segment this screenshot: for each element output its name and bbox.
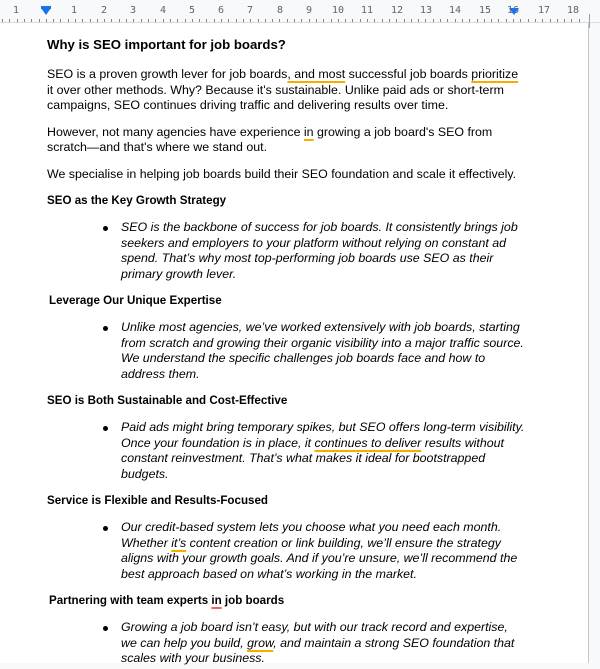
text-run: SEO is Both Sustainable and Cost-Effective — [47, 394, 288, 407]
ruler-tick — [535, 19, 536, 22]
text-run: job boards — [221, 594, 285, 607]
ruler-tick — [418, 19, 419, 22]
ruler-label: 11 — [360, 5, 374, 16]
ruler-label: 6 — [217, 5, 225, 16]
bullet-item — [47, 320, 527, 382]
ruler-tick — [177, 19, 178, 22]
ruler-tick — [221, 19, 222, 22]
left-indent-marker-icon[interactable] — [41, 8, 51, 15]
ruler-label: 2 — [100, 5, 108, 16]
ruler-tick — [104, 19, 105, 22]
horizontal-ruler[interactable] — [0, 0, 600, 23]
ruler-tick — [571, 19, 572, 22]
ruler-tick — [46, 19, 47, 22]
text-run: SEO is a proven growth lever for job boards — [47, 67, 288, 81]
ruler-tick — [542, 19, 543, 22]
grammar-suggestion: grow — [247, 635, 274, 650]
text-run: Paid ads might bring temporary spikes, but SEO offers long-term visibility. Once your foundation is in place, it — [121, 420, 525, 450]
ruler-label: 18 — [566, 5, 580, 16]
section-heading — [49, 294, 527, 308]
body-paragraph — [47, 125, 527, 156]
ruler-tick — [192, 19, 193, 22]
ruler-tick — [374, 19, 375, 22]
ruler-tick — [258, 19, 259, 22]
ruler-tick — [411, 19, 412, 22]
ruler-tick — [199, 19, 200, 22]
ruler-tick — [528, 19, 529, 22]
ruler-tick — [550, 19, 551, 22]
ruler-tick — [39, 19, 40, 22]
bullet-list — [47, 520, 527, 582]
ruler-tick — [491, 19, 492, 22]
bullet-icon — [103, 226, 108, 231]
ruler-tick — [206, 19, 207, 22]
bullet-list — [47, 220, 527, 282]
ruler-tick — [31, 19, 32, 22]
ruler-tick — [367, 19, 368, 22]
ruler-tick — [214, 19, 215, 22]
body-paragraph — [47, 167, 527, 183]
ruler-tick — [579, 19, 580, 22]
ruler-tick — [301, 19, 302, 22]
bullet-icon — [103, 626, 108, 631]
ruler-label: 17 — [537, 5, 551, 16]
ruler-tick — [82, 19, 83, 22]
ruler-tick — [75, 19, 76, 22]
ruler-tick — [9, 19, 10, 22]
text-run: successful job boards — [345, 67, 472, 81]
grammar-suggestion: prioritize — [471, 67, 519, 81]
ruler-label: 5 — [188, 5, 196, 16]
ruler-tick — [352, 19, 353, 22]
ruler-tick — [360, 19, 361, 22]
ruler-tick — [97, 19, 98, 22]
ruler-label: 16 — [506, 5, 520, 16]
section-heading — [49, 594, 527, 608]
ruler-tick — [236, 19, 237, 22]
ruler-label: 1 — [70, 5, 78, 16]
ruler-tick — [170, 19, 171, 22]
text-run: Partnering with team experts — [49, 594, 212, 607]
ruler-tick — [90, 19, 91, 22]
ruler-tick — [53, 19, 54, 22]
bullet-list — [47, 620, 527, 667]
text-run: SEO as the Key Growth Strategy — [47, 194, 227, 207]
grammar-suggestion: it’s — [171, 535, 187, 550]
text-run: However, not many agencies have experience — [47, 124, 304, 139]
document-page[interactable] — [0, 23, 589, 663]
ruler-tick — [396, 19, 397, 22]
text-run: Unlike most agencies, we’ve worked extensively with job boards, starting from scratch and growing their organic visibility into a major traffic source. We understand the specific challenges job boards face and how to address them. — [121, 320, 524, 381]
ruler-tick — [155, 19, 156, 22]
ruler-tick — [2, 19, 3, 22]
ruler-tick — [68, 19, 69, 22]
ruler-tick — [498, 19, 499, 22]
ruler-tick — [382, 19, 383, 22]
ruler-tick — [163, 19, 164, 22]
ruler-tick — [24, 19, 25, 22]
ruler-tick — [133, 19, 134, 22]
ruler-label: 10 — [331, 5, 345, 16]
bullet-icon — [103, 426, 108, 431]
ruler-tick — [316, 19, 317, 22]
ruler-label: 3 — [129, 5, 137, 16]
ruler-tick — [425, 19, 426, 22]
text-run: Service is Flexible and Results-Focused — [47, 494, 269, 507]
ruler-tick — [513, 19, 514, 22]
body-paragraph — [47, 67, 527, 114]
ruler-tick — [469, 19, 470, 22]
grammar-suggestion: in — [303, 124, 314, 139]
ruler-tick — [506, 19, 507, 22]
ruler-tick — [338, 19, 339, 22]
ruler-tick — [462, 19, 463, 22]
ruler-tick — [148, 19, 149, 22]
text-run: We specialise in helping job boards build their SEO foundation and scale it effectively. — [47, 166, 517, 181]
ruler-label: 8 — [276, 5, 284, 16]
grammar-suggestion: continues to deliver — [314, 435, 422, 450]
text-run: results without constant reinvestment. That’s what makes it ideal for bootstrapped budgets. — [121, 435, 504, 481]
ruler-tick — [141, 19, 142, 22]
ruler-tick — [455, 19, 456, 22]
text-run: Leverage Our Unique Expertise — [49, 294, 222, 307]
ruler-tick — [404, 19, 405, 22]
ruler-tick — [477, 19, 478, 22]
ruler-tick — [272, 19, 273, 22]
ruler-tick — [294, 19, 295, 22]
ruler-tick — [111, 19, 112, 22]
ruler-label: 1 — [12, 5, 20, 16]
ruler-label: 15 — [478, 5, 492, 16]
ruler-label: 12 — [390, 5, 404, 16]
ruler-tick — [228, 19, 229, 22]
ruler-tick — [440, 19, 441, 22]
ruler-tick — [484, 19, 485, 22]
ruler-tick — [185, 19, 186, 22]
ruler-tick — [433, 19, 434, 22]
ruler-tick — [345, 19, 346, 22]
ruler-label: 13 — [419, 5, 433, 16]
ruler-tick — [17, 19, 18, 22]
ruler-end-marker — [589, 14, 590, 28]
text-run: growing a job board's SEO from scratch—and that's where we stand out. — [47, 124, 493, 154]
ruler-label: 14 — [448, 5, 462, 16]
ruler-tick — [126, 19, 127, 22]
grammar-suggestion: , and most — [287, 67, 346, 81]
bullet-item — [47, 520, 527, 582]
intro-paragraphs — [47, 67, 527, 182]
ruler-tick — [564, 19, 565, 22]
ruler-tick — [557, 19, 558, 22]
text-run: content creation or link building, we’ll ensure the strategy aligns with your growth goals. And if you’re unsure, we’ll recommend the best approach based on what’s working in the market. — [121, 535, 518, 581]
text-run: SEO is the backbone of success for job boards. It consistently brings job seekers and employers to your platform without relying on constant ad spend. That’s why most top-performing job boards use SEO as their primary growth lever. — [121, 220, 518, 281]
spelling-suggestion: in — [211, 594, 222, 607]
bullet-list — [47, 320, 527, 382]
ruler-tick — [309, 19, 310, 22]
ruler-tick — [265, 19, 266, 22]
bullet-list — [47, 420, 527, 482]
bullet-icon — [103, 326, 108, 331]
ruler-tick — [447, 19, 448, 22]
right-indent-marker-icon[interactable] — [509, 8, 519, 15]
document-body[interactable] — [47, 37, 527, 669]
ruler-tick — [323, 19, 324, 22]
ruler-label: 4 — [159, 5, 167, 16]
text-run: it over other methods. Why? Because it's sustainable. Unlike paid ads or short-term campaigns, SEO continues driving traffic and delivering results over time. — [47, 82, 504, 112]
document-title: Why is SEO important for job boards? — [47, 37, 286, 52]
section-heading — [47, 194, 527, 208]
section-heading — [47, 394, 527, 408]
text-run: Growing a job board isn’t easy, but with our track record and expertise, we can help you build, — [121, 620, 508, 650]
ruler-label: 7 — [246, 5, 254, 16]
ruler-tick — [279, 19, 280, 22]
text-run: , and maintain a strong SEO foundation that scales with your business. — [121, 635, 515, 665]
ruler-tick — [287, 19, 288, 22]
ruler-label: 9 — [305, 5, 313, 16]
ruler-tick — [60, 19, 61, 22]
bullet-item — [47, 620, 527, 667]
ruler-tick — [331, 19, 332, 22]
ruler-tick — [389, 19, 390, 22]
bullet-item — [47, 420, 527, 482]
ruler-tick — [243, 19, 244, 22]
ruler-tick — [119, 19, 120, 22]
text-run: Our credit-based system lets you choose what you need each month. Whether — [121, 520, 502, 550]
ruler-tick — [520, 19, 521, 22]
section-heading — [47, 494, 527, 508]
document-sections — [47, 194, 527, 667]
ruler-tick — [250, 19, 251, 22]
bullet-icon — [103, 526, 108, 531]
bullet-item — [47, 220, 527, 282]
